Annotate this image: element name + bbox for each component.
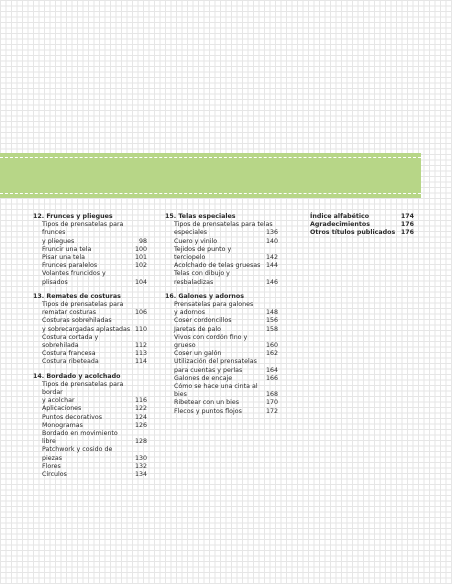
entry-text: y pliegues [42, 237, 75, 245]
entry-text: Utilización del prensatelas [174, 358, 257, 366]
toc-section-14 [33, 373, 147, 480]
toc-entry [174, 246, 278, 262]
toc-section-16 [165, 293, 278, 416]
toc-entry [174, 375, 278, 383]
section-title: 15. Telas especiales [165, 213, 236, 220]
toc-entry [42, 414, 147, 422]
toc-entry [42, 309, 147, 317]
toc-entry [42, 405, 147, 413]
entry-page: 101 [134, 254, 147, 262]
toc-entry [174, 309, 278, 317]
entry-page: 156 [265, 317, 278, 325]
entry-page: 122 [134, 405, 147, 413]
section-title: 14. Bordado y acolchado [33, 372, 121, 380]
entry-text: Flecos y puntos flojos [174, 407, 242, 415]
entry-text: Costura francesa [42, 350, 96, 358]
entry-page: 106 [134, 309, 147, 317]
entry-text: Jaretas de palo [174, 325, 221, 333]
toc-entry [42, 238, 147, 246]
entry-text: Volantes fruncidos y plisados [42, 270, 106, 286]
toc-entry [42, 471, 147, 479]
entry-text: Costuras sobrehiladas [42, 317, 112, 325]
toc-entry [42, 262, 147, 270]
entry-page: 126 [134, 421, 147, 429]
toc-section-13 [33, 293, 147, 367]
entry-page: 172 [265, 407, 278, 415]
entry-text: Agradecimientos [310, 221, 370, 229]
toc-entry [42, 254, 147, 262]
toc-entry [42, 334, 147, 350]
toc-entry [174, 262, 278, 270]
entry-text: para cuentas y perlas [174, 366, 243, 374]
entry-text: y sobrecargadas aplastadas [42, 325, 131, 333]
entry-page: 104 [134, 278, 147, 286]
toc-entry [42, 317, 147, 325]
toc-entry [310, 213, 414, 221]
entry-page: 140 [265, 237, 278, 245]
entry-page: 164 [265, 366, 278, 374]
entry-text: Coser un galón [174, 350, 222, 358]
entry-text: Cómo se hace una cinta al bies [174, 383, 258, 399]
entry-text: Círculos [42, 471, 67, 479]
entry-text: Índice alfabético [310, 213, 370, 220]
toc-entry [42, 221, 147, 237]
entry-text: Prensatelas para galones [174, 301, 254, 309]
entry-text: Telas con dibujo y resbaladizas [174, 270, 230, 286]
toc-back-matter [310, 213, 414, 238]
entry-text: Otros títulos publicados [310, 229, 396, 237]
entry-text: Fruncir una tela [42, 245, 92, 253]
toc-entry [42, 446, 147, 462]
entry-page: 116 [134, 397, 147, 405]
entry-page: 110 [134, 325, 147, 333]
toc-entry [174, 334, 278, 350]
stitch-line-top [0, 157, 421, 158]
entry-text: Flores [42, 462, 61, 470]
toc-entry [174, 326, 278, 334]
entry-page: 168 [265, 391, 278, 399]
toc-entry [174, 301, 278, 309]
toc-entry [42, 350, 147, 358]
entry-text: Aplicaciones [42, 405, 82, 413]
entry-page: 134 [134, 471, 147, 479]
entry-text: Acolchado de telas gruesas [174, 262, 261, 270]
entry-page: 98 [138, 237, 147, 245]
entry-text: Pisar una tela [42, 254, 85, 262]
entry-page: 136 [265, 229, 278, 237]
entry-text: Galones de encaje [174, 374, 233, 382]
toc-entry [42, 397, 147, 405]
toc-entry [42, 270, 147, 286]
entry-page: 130 [134, 454, 147, 462]
toc-entry [174, 358, 278, 366]
entry-page: 148 [265, 309, 278, 317]
toc-entry [174, 270, 278, 286]
entry-page: 176 [400, 229, 414, 237]
toc-entry [174, 317, 278, 325]
entry-page: 132 [134, 462, 147, 470]
entry-text: Tipos de prensatelas para bordar [42, 380, 124, 397]
entry-page: 124 [134, 413, 147, 421]
toc-entry [174, 399, 278, 407]
toc-section-12 [33, 213, 147, 287]
entry-page: 174 [400, 213, 414, 220]
entry-text: Bordado en movimiento libre [42, 430, 118, 446]
entry-text: Puntos decorativos [42, 413, 102, 421]
entry-page: 100 [134, 245, 147, 253]
stitch-line-bottom [0, 193, 421, 194]
toc-entry [42, 301, 147, 309]
entry-text: Monogramas [42, 421, 83, 429]
entry-page: 160 [265, 342, 278, 350]
toc-entry [310, 229, 414, 237]
entry-text: Costura ribeteada [42, 358, 99, 366]
entry-page: 113 [134, 350, 147, 358]
toc-entry [174, 229, 278, 237]
toc-entry [42, 358, 147, 366]
entry-text: Patchwork y cosido de piezas [42, 446, 113, 462]
toc-entry [42, 422, 147, 430]
toc-column-2 [165, 213, 278, 422]
entry-page: 112 [134, 342, 147, 350]
entry-page: 158 [265, 325, 278, 333]
entry-text: Tipos de prensatelas para frunces [42, 221, 124, 237]
toc-entry [174, 367, 278, 375]
toc-entry [174, 238, 278, 246]
entry-text: rematar costuras [42, 309, 97, 317]
entry-text: especiales [174, 229, 208, 237]
entry-page: 146 [265, 278, 278, 286]
toc-entry [42, 246, 147, 254]
entry-text: Tipos de prensatelas para [42, 301, 124, 309]
entry-page: 102 [134, 262, 147, 270]
entry-text: Frunces paralelos [42, 262, 98, 270]
toc-entry [42, 326, 147, 334]
toc-column-1 [33, 213, 147, 485]
toc-entry [174, 221, 278, 229]
toc-entry [42, 381, 147, 397]
toc-section-15 [165, 213, 278, 287]
entry-text: Ribetear con un bies [174, 399, 239, 407]
entry-page: 114 [134, 358, 147, 366]
entry-text: Tejidos de punto y terciopelo [174, 245, 232, 262]
entry-text: Coser cordoncillos [174, 317, 232, 325]
entry-text: y adornos [174, 309, 206, 317]
toc-entry [174, 408, 278, 416]
entry-page: 166 [265, 374, 278, 382]
entry-text: Cuero y vinilo [174, 237, 218, 245]
entry-page: 176 [400, 221, 414, 229]
entry-page: 144 [265, 262, 278, 270]
entry-page: 128 [134, 438, 147, 446]
section-title: 13. Remates de costuras [33, 292, 121, 300]
toc-entry [42, 430, 147, 446]
toc-entry [174, 383, 278, 399]
entry-text: y acolchar [42, 397, 75, 405]
toc-entry [42, 463, 147, 471]
entry-text: Tipos de prensatelas para telas [174, 221, 273, 229]
entry-page: 170 [265, 399, 278, 407]
section-title: 16. Galones y adornos [165, 292, 244, 300]
toc-column-3 [310, 213, 414, 244]
entry-page: 162 [265, 350, 278, 358]
entry-page: 142 [265, 254, 278, 262]
entry-text: Vivos con cordón fino y grueso [174, 333, 248, 350]
section-title: 12. Frunces y pliegues [33, 213, 113, 220]
green-stitched-band [0, 153, 421, 198]
entry-text: Costura cortada y sobrehilada [42, 333, 99, 350]
